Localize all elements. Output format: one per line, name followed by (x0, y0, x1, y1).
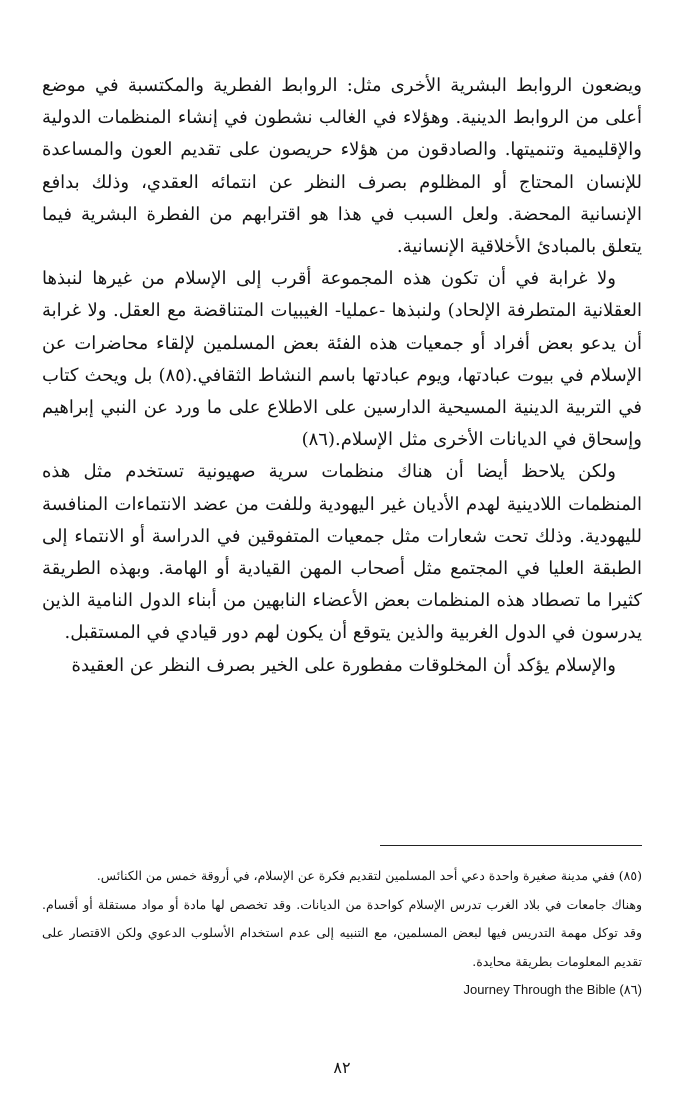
paragraph-4: والإسلام يؤكد أن المخلوقات مفطورة على الخير بصرف النظر عن العقيدة (71, 654, 616, 676)
footnote-85-line1: ففي مدينة صغيرة واحدة دعي أحد المسلمين لتقديم فكرة عن الإسلام، في أروقة خمس من الكنائس. (96, 868, 615, 883)
footnote-86 (42, 976, 642, 1005)
footnote-86-text: Journey Through the Bible (463, 982, 616, 997)
footnotes (42, 862, 642, 1005)
footnote-separator (380, 845, 642, 846)
footnote-86-marker: (٨٦) (619, 982, 642, 997)
page-number: ٨٢ (333, 1058, 351, 1077)
footnote-85-marker: (٨٥) (618, 868, 642, 883)
paragraph-3: ولكن يلاحظ أيضا أن هناك منظمات سرية صهيونية تستخدم مثل هذه المنظمات اللادينية لهدم الأديان غير اليهودية وللفت من عضد الانتماءات المنافسة لليهودية. وذلك تحت شعارات مثل جمعيات المتفوقين في الدراسة أو الانتماء إلى الطبقة العليا في المجتمع مثل أصحاب المهن القيادية أو الهامة. وبهذه الطريقة كثيرا ما تصطاد هذه المنظمات بعض الأعضاء النابهين من أبناء الدول النامية الذين يدرسون في الدول الغربية والذين يتوقع أن يكون لهم دور قيادي في المستقبل. (42, 461, 642, 644)
footnote-85-continuation: وهناك جامعات في بلاد الغرب تدرس الإسلام كواحدة من الديانات. وقد تخصص لها مادة أو مواد مستقلة أو أقسام. وقد توكل مهمة التدريس فيها لبعض المسلمين، مع التنبيه إلى عدم استخدام الأسلوب الدعوي ولكن الاقتصار على تقديم المعلومات بطريقة محايدة. (42, 896, 642, 969)
paragraph-1: ويضعون الروابط البشرية الأخرى مثل: الروابط الفطرية والمكتسبة في موضع أعلى من الروابط الدينية. وهؤلاء في الغالب نشطون في إنشاء المنظمات الدولية والإقليمية وتنميتها. والصادقون من هؤلاء حريصون على تقديم العون والمساعدة للإنسان المحتاج أو المظلوم بصرف النظر عن انتمائه العقدي، وذلك بدافع الإنسانية المحضة. ولعل السبب في هذا هو اقترابهم من الفطرة البشرية فيما يتعلق بالمبادئ الأخلاقية الإنسانية. (42, 75, 642, 258)
footnote-85 (42, 862, 642, 891)
paragraph-2: ولا غرابة في أن تكون هذه المجموعة أقرب إلى الإسلام من غيرها لنبذها العقلانية المتطرفة الإلحاد) ولنبذها -عمليا- الغيبيات المتناقضة مع العقل. ولا غرابة أن يدعو بعض أفراد أو جمعيات هذه الفئة بعض المسلمين لإلقاء محاضرات عن الإسلام في بيوت عبادتها، ويوم عبادتها باسم النشاط الثقافي.(٨٥) بل ويحث كتاب في التربية الدينية المسيحية الدارسين على الاطلاع على ما ورد عن النبي إبراهيم وإسحاق في الديانات الأخرى مثل الإسلام.(٨٦) (42, 268, 642, 451)
body-text (42, 70, 642, 682)
